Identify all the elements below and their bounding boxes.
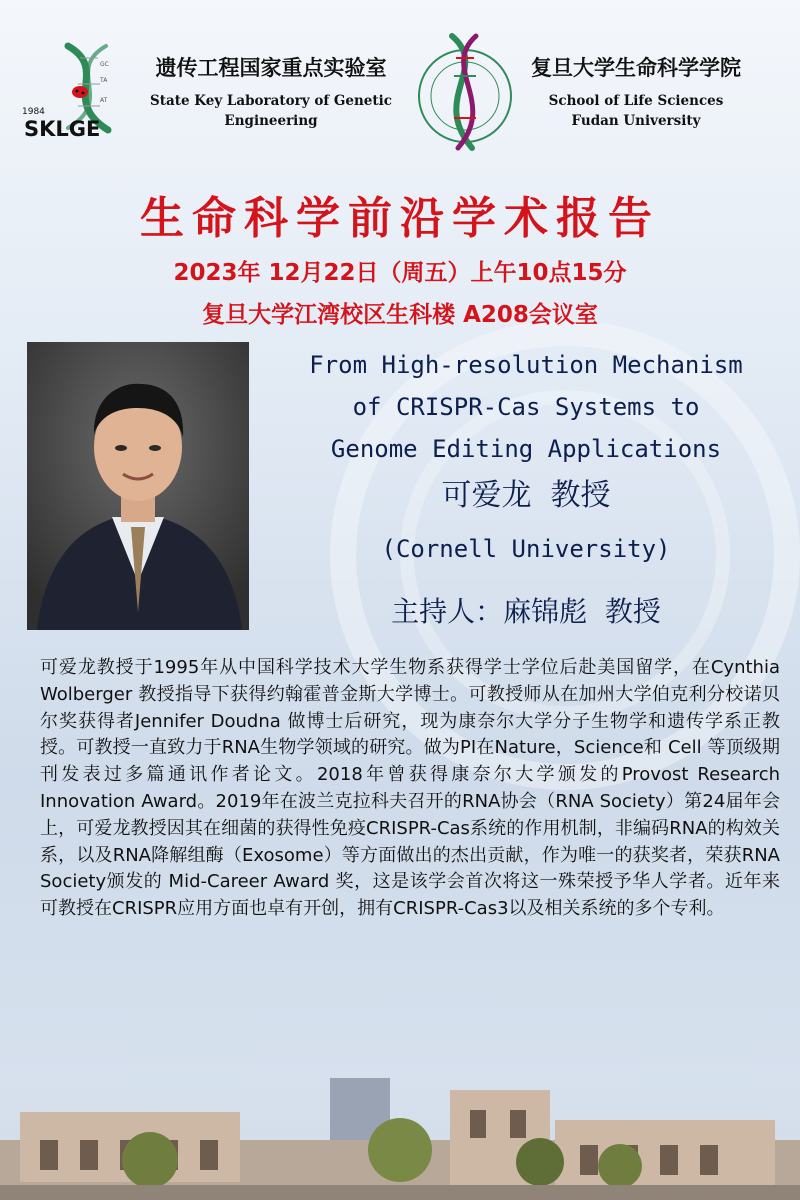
campus-building-photo-icon xyxy=(0,1070,800,1200)
event-title: 生命科学前沿学术报告 xyxy=(140,193,660,244)
event-datetime: 2023年 12月22日（周五）上午10点15分 xyxy=(173,260,627,286)
speaker-portrait-icon xyxy=(27,342,249,630)
speaker-bio: 可爱龙教授于1995年从中国科学技术大学生物系获得学士学位后赴美国留学，在Cynthia Wolberger 教授指导下获得约翰霍普金斯大学博士。可教授师从在加州大学伯克利分校诺贝尔奖获得者Jennifer Doudna 做博士后研究，现为康奈尔大学分子生物学和遗传学系正教授。可教授一直致力于RNA生物学领域的研究。做为PI在Nature，Science和 Cell 等顶级期刊发表过多篇通讯作者论文。2018年曾获得康奈尔大学颁发的Provost Research Innovation Award。2019年在波兰克拉科夫召开的RNA协会（RNA Society）第24届年会上，可爱龙教授因其在细菌的获得性免疫CRISPR-Cas系统的作用机制，非编码RNA的构效关系，以及RNA降解组酶（Exosome）等方面做出的杰出贡献，作为唯一的获奖者，荣获RNA Society颁发的 Mid-Career Award 奖，这是该学会首次将这一殊荣授予华人学者。近年来可教授在CRISPR应用方面也卓有开创，拥有CRISPR-Cas3以及相关系统的多个专利。 xyxy=(40,657,780,920)
host-name: 主持人：麻锦彪 教授 xyxy=(391,595,661,628)
lab-name-cn: 遗传工程国家重点实验室 xyxy=(155,56,387,80)
event-venue: 复旦大学江湾校区生科楼 A208会议室 xyxy=(202,302,598,328)
school-name-en xyxy=(512,91,760,131)
dna-helix-seal-logo-icon xyxy=(410,28,520,158)
logo-mark-ta: TA xyxy=(100,77,108,84)
logo-mark-gc: GC xyxy=(100,61,109,68)
talk-title-line3: Genome Editing Applications xyxy=(330,435,722,463)
talk-title-line1: From High-resolution Mechanism xyxy=(309,351,743,379)
school-name-en-line1: School of Life Sciences xyxy=(548,93,724,109)
lab-name-en-line1: State Key Laboratory of Genetic xyxy=(150,93,392,109)
logo-mark-at: AT xyxy=(100,97,108,104)
talk-title xyxy=(252,344,800,470)
school-name-en-line2: Fudan University xyxy=(571,113,701,129)
logo-text: SKLGE xyxy=(24,117,101,140)
lab-name-en-line2: Engineering xyxy=(224,113,318,129)
lab-name-en xyxy=(140,91,402,131)
dna-ladybug-logo-icon xyxy=(20,40,140,140)
logo-year: 1984 xyxy=(22,107,45,117)
school-name-cn: 复旦大学生命科学学院 xyxy=(531,56,741,80)
speaker-name: 可爱龙 教授 xyxy=(441,478,611,513)
talk-title-line2: of CRISPR-Cas Systems to xyxy=(352,393,700,421)
speaker-affiliation: (Cornell University) xyxy=(381,535,671,563)
